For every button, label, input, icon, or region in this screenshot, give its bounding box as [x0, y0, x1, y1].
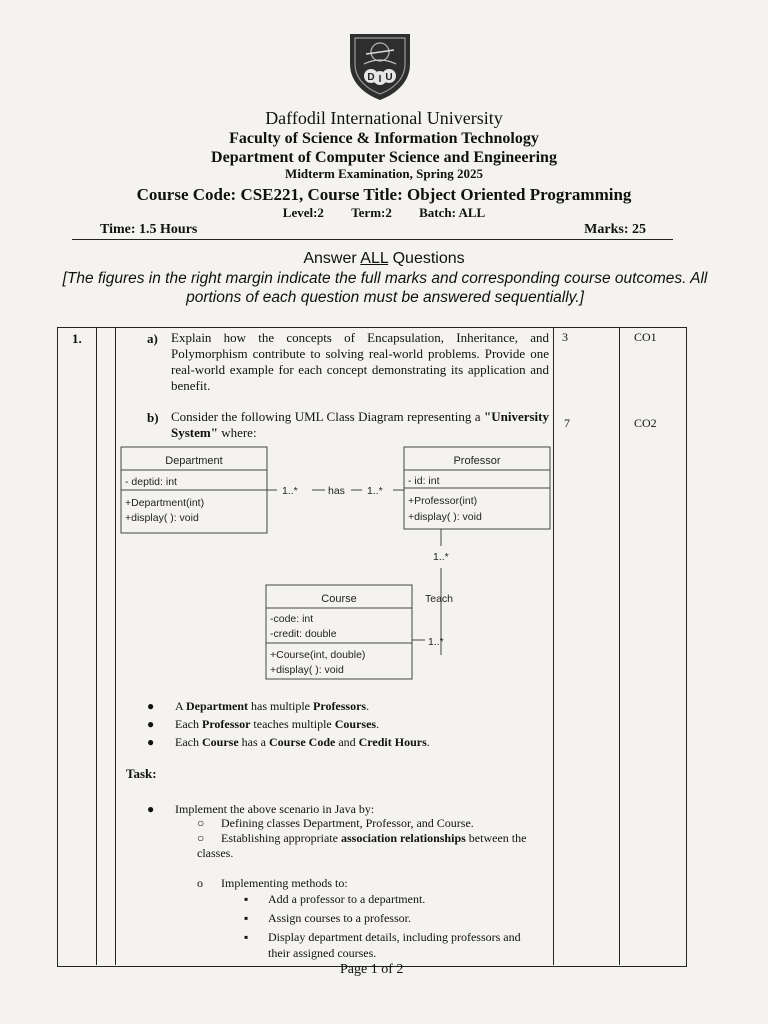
- multiplicity-bottom: 1..*: [428, 636, 444, 648]
- exam-marks: Marks: 25: [584, 222, 646, 237]
- part-a-text: Explain how the concepts of Encapsulation, Inheritance, and Polymorphism contribute to solving real-world problems. Provide one real-world example for each concept demonstrating its application and benefit.: [171, 330, 549, 393]
- level: Level:2: [282, 205, 324, 220]
- faculty-name: Faculty of Science & Information Technology: [229, 130, 539, 147]
- department-method: +Department(int): [125, 497, 205, 509]
- association-has-label: has: [328, 485, 345, 497]
- exam-time: Time: 1.5 Hours: [100, 222, 198, 237]
- course-attr: -credit: double: [270, 628, 337, 640]
- task-items: [244, 891, 544, 961]
- task-main: ● Implement the above scenario in Java by:: [147, 802, 375, 816]
- part-b-co: CO2: [634, 416, 657, 430]
- list-item: ● Each Professor teaches multiple Courses.: [147, 717, 380, 731]
- professor-attr: - id: int: [408, 475, 440, 487]
- part-a-label: a): [147, 331, 158, 346]
- instructions-note: [The figures in the right margin indicate the full marks and corresponding course outcomes. All portions of each question must be answered sequentially.]: [62, 270, 708, 306]
- task-sub-1: ○ Defining classes Department, Professor, and Course.: [197, 816, 474, 830]
- table-col-divider: [96, 327, 97, 965]
- professor-class-name: Professor: [453, 455, 501, 467]
- term: Term:2: [351, 205, 392, 220]
- course-attr: -code: int: [270, 613, 314, 625]
- department-name: Department of Computer Science and Engineering: [211, 149, 557, 166]
- uml-class-diagram: [115, 440, 555, 684]
- list-item: ▪ Display department details, including professors and their assigned courses.: [244, 930, 521, 960]
- association-teach-label: Teach: [425, 593, 454, 605]
- list-item: ● A Department has multiple Professors.: [147, 699, 370, 713]
- table-col-divider: [619, 327, 620, 965]
- svg-text:U: U: [385, 72, 393, 83]
- department-class-name: Department: [165, 455, 223, 467]
- department-attr: - deptid: int: [125, 476, 177, 488]
- bullet-list: [147, 697, 430, 751]
- part-b-text: Consider the following UML Class Diagram representing a "University System" where:: [171, 409, 549, 440]
- part-a-marks: 3: [562, 330, 568, 344]
- svg-text:I: I: [378, 74, 382, 85]
- question-number: 1.: [72, 331, 82, 346]
- part-b-label: b): [147, 410, 159, 425]
- task-sub-3: o Implementing methods to:: [197, 876, 348, 890]
- course-class-name: Course: [321, 593, 357, 605]
- course-method: +display( ): void: [270, 664, 344, 676]
- list-item: ▪ Add a professor to a department.: [244, 892, 426, 906]
- multiplicity-left: 1..*: [282, 485, 298, 497]
- list-item: ▪ Assign courses to a professor.: [244, 911, 411, 925]
- answer-all-heading: Answer ALL Questions: [303, 250, 465, 267]
- course-method: +Course(int, double): [270, 649, 366, 661]
- department-method: +display( ): void: [125, 512, 199, 524]
- university-logo: [344, 30, 416, 102]
- svg-text:D: D: [367, 72, 375, 83]
- part-b-marks: 7: [564, 416, 570, 430]
- list-item: ● Each Course has a Course Code and Credit Hours.: [147, 735, 430, 749]
- course-title: Course Code: CSE221, Course Title: Object Oriented Programming: [136, 185, 632, 204]
- task-label: Task:: [126, 766, 157, 781]
- task-sub-2: ○ Establishing appropriate association relationships between the classes.: [197, 831, 527, 860]
- header-divider: [72, 239, 673, 240]
- part-a-co: CO1: [634, 330, 657, 344]
- page-number: Page 1 of 2: [340, 962, 404, 977]
- multiplicity-right: 1..*: [367, 485, 383, 497]
- professor-method: +display( ): void: [408, 511, 482, 523]
- batch: Batch: ALL: [419, 205, 486, 220]
- professor-method: +Professor(int): [408, 495, 478, 507]
- exam-title: Midterm Examination, Spring 2025: [285, 166, 483, 181]
- level-term-batch: [0, 205, 768, 221]
- multiplicity-top: 1..*: [433, 551, 449, 563]
- university-name: Daffodil International University: [265, 108, 503, 128]
